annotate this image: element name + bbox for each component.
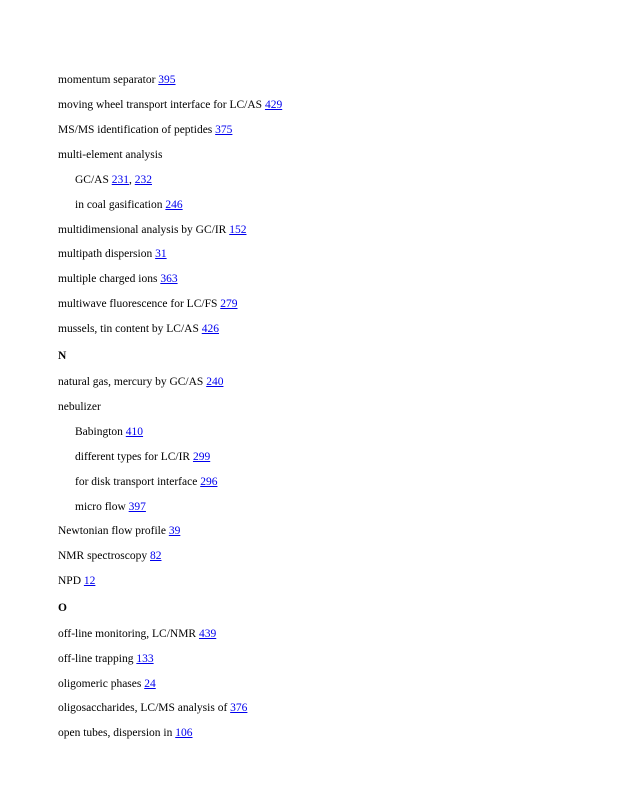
index-term: multipath dispersion <box>58 248 153 260</box>
index-entry <box>58 549 162 563</box>
index-subentry: GC/AS 231, 232 <box>75 174 152 186</box>
page-link[interactable]: 231 <box>111 174 129 186</box>
page-link[interactable]: 429 <box>264 99 283 111</box>
index-entry <box>58 297 238 311</box>
index-term: MS/MS identification of peptides <box>58 124 213 136</box>
page-link[interactable]: 426 <box>201 323 219 335</box>
section-letter-label: O <box>58 602 67 614</box>
index-entry <box>58 574 95 588</box>
index-term: multidimensional analysis by GC/IR <box>58 224 227 236</box>
page-link[interactable]: 82 <box>150 550 162 562</box>
index-term: Babington <box>75 426 123 438</box>
index-term: for disk transport interface <box>75 476 198 488</box>
index-term: off-line monitoring, LC/NMR <box>58 628 197 640</box>
page-link[interactable]: 39 <box>168 525 181 537</box>
index-entry <box>58 98 282 112</box>
page-link[interactable]: 106 <box>175 727 193 739</box>
index-term: open tubes, dispersion in <box>58 727 173 739</box>
page-link[interactable]: 279 <box>220 298 238 310</box>
index-term: nebulizer <box>58 401 101 413</box>
page-link[interactable]: 31 <box>155 248 167 260</box>
index-term: multi-element analysis <box>58 149 163 161</box>
index-term: NPD <box>58 575 82 587</box>
page-link[interactable]: 363 <box>160 273 178 285</box>
index-entry <box>58 148 162 162</box>
page-link[interactable]: 12 <box>83 575 96 587</box>
page-link[interactable]: 24 <box>144 678 156 690</box>
index-term: off-line trapping <box>58 653 134 665</box>
index-term: GC/AS <box>75 174 109 186</box>
index-entry <box>58 400 101 414</box>
index-entry <box>58 247 167 261</box>
page-link[interactable]: 296 <box>200 476 218 488</box>
index-entry <box>58 272 178 286</box>
index-term: different types for LC/IR <box>75 451 191 463</box>
index-subentry <box>75 475 217 489</box>
index-entry <box>58 627 216 641</box>
index-entry <box>58 322 219 336</box>
index-term: oligosaccharides, LC/MS analysis of <box>58 702 228 714</box>
page-link[interactable]: 375 <box>215 124 233 136</box>
index-subentry <box>75 450 210 464</box>
index-term: micro flow <box>75 501 126 513</box>
page-link[interactable]: 152 <box>229 224 247 236</box>
page-link[interactable]: 232 <box>134 174 152 186</box>
index-term: natural gas, mercury by GC/AS <box>58 376 204 388</box>
section-letter <box>58 601 67 615</box>
section-letter <box>58 349 66 363</box>
index-entry <box>58 652 154 666</box>
index-term: mussels, tin content by LC/AS <box>58 323 199 335</box>
index-term: moving wheel transport interface for LC/AS <box>58 99 263 111</box>
index-subentry <box>75 425 143 439</box>
index-term: oligomeric phases <box>58 678 142 690</box>
index-entry <box>58 73 176 87</box>
index-term: in coal gasification <box>75 199 163 211</box>
page-link[interactable]: 376 <box>230 702 248 714</box>
index-entry <box>58 726 192 740</box>
section-letter-label: N <box>58 350 67 362</box>
index-subentry <box>75 198 183 212</box>
index-entry <box>58 524 180 538</box>
page-link[interactable]: 395 <box>158 74 176 86</box>
page-link[interactable]: 439 <box>198 628 217 640</box>
page-link[interactable]: 397 <box>128 501 146 513</box>
page-link[interactable]: 246 <box>165 199 183 211</box>
page-link[interactable]: 410 <box>125 426 144 438</box>
index-entry <box>58 223 246 237</box>
index-entry <box>58 123 232 137</box>
index-entry <box>58 375 223 389</box>
page-link[interactable]: 240 <box>206 376 224 388</box>
page-link[interactable]: 299 <box>192 451 211 463</box>
index-term: multiple charged ions <box>58 273 158 285</box>
index-term: Newtonian flow profile <box>58 525 166 537</box>
index-term: momentum separator <box>58 74 156 86</box>
index-entry <box>58 701 247 715</box>
index-term: NMR spectroscopy <box>58 550 148 562</box>
index-entry <box>58 677 156 691</box>
index-term: multiwave fluorescence for LC/FS <box>58 298 218 310</box>
index-subentry <box>75 500 146 514</box>
page-link[interactable]: 133 <box>136 653 154 665</box>
